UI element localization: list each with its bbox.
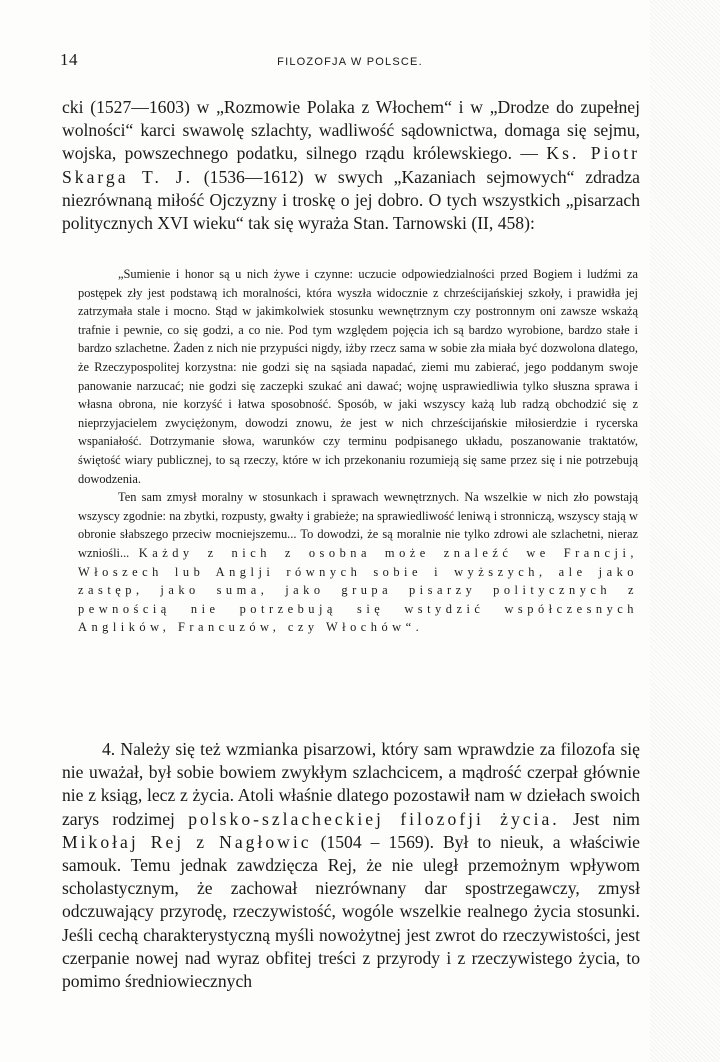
- quote-emphasized-text: Każdy z nich z osobna może znaleźć we Francji, Włoszech lub Anglji równych sobie i wyższych, ale jako zastęp, jako suma, jako grupa pisarzy politycznych z pewnością nie potrzebują się wstydzić współczesnych Anglików, Francuzów, czy Włochów“.: [78, 545, 638, 635]
- quote-text-part: Ten sam zmysł moralny w stosunkach i sprawach wewnętrznych. Na wszelkie w nich zło powstają wszyscy zgodnie: na zbytki, rozpusty, gwałty i grabieże; na sprawiedliwość leniwą i stronniczą, wszyscy stają w obronie słabszego przeciw mocniejszemu... To dowodzi, że są moralnie nie tylko zdrowi ale szlachetni, nieraz wzniośli...: [78, 490, 638, 560]
- paragraph-text-part: cki (1527—1603) w „Rozmowie Polaka z Włochem“ i w „Drodze do zupełnej wolności“ karci swawolę szlachty, wadliwość sądownictwa, domaga się sejmu, wojska, powszechnego podatku, silnego rządu królewskiego. —: [62, 97, 640, 164]
- paragraph-text: [62, 96, 640, 235]
- section-4-paragraph: [62, 738, 640, 993]
- quote-paragraph-2: [78, 488, 638, 637]
- block-quote-tarnowski: [78, 265, 638, 637]
- paragraph-text: [62, 738, 640, 993]
- emphasized-name-skarga: Ks. Piotr Skarga T. J.: [62, 143, 640, 187]
- paragraph-text-part: 4. Należy się też wzmianka pisarzowi, który sam wprawdzie za filozofa się nie uważał, był sobie bowiem zwykłym szlachcicem, a mądrość czerpał głównie nie z ksiąg, lecz z życia. Atoli właśnie dlatego pozostawił nam w dziełach swoich zarys rodzimej: [62, 739, 640, 829]
- page-edge-shading: [650, 0, 720, 1062]
- paragraph-continuation: [62, 96, 640, 235]
- quote-paragraph-1: „Sumienie i honor są u nich żywe i czynne: uczucie odpowiedzialności przed Bogiem i ludźmi za postępek zły jest podstawą ich moralności, która wyszła widocznie z chrześcijańskiej szkoły, i prawidła jej zatrzymała stale i mocno. Stąd w jakimkolwiek stosunku wewnętrznym czy postronnym oni zawsze wskażą trafnie i pewnie, co się godzi, a co nie. Pod tym względem pojęcia ich są bardzo wyrobione, bardzo stałe i bardzo szlachetne. Żaden z nich nie przypuści nigdy, iżby rzecz sama w sobie zła miała być dozwolona dlatego, że Rzeczypospolitej korzystna: nie godzi się na sąsiada napadać, ziemi mu zabierać, jego poddanym swoje panowanie narzucać; nie godzi się zaczepki szukać ani dawać; wojnę usprawiedliwia tylko słuszna sprawa i własna obrona, nie korzyść i łatwa sposobność. Sposób, w jaki wszyscy każą lub radzą obchodzić się z nieprzyjacielem zwyciężonym, dowodzi znowu, że jest w nich chrześcijańskie miłosierdzie i rycerska wspaniałość. Dotrzymanie słowa, warunków czy terminu podpisanego układu, poszanowanie traktatów, świętość wiary publicznej, to są rzeczy, które w ich przekonaniu rozumieją się same przez się i nie potrzebują dowodzenia.: [78, 267, 638, 486]
- running-title: FILOZOFJA W POLSCE.: [277, 56, 423, 68]
- page-header: [60, 50, 640, 78]
- page-number: 14: [60, 50, 78, 69]
- paragraph-text-part: (1536—1612) w swych „Kazaniach sejmowych“ zdradza niezrównaną miłość Ojczyzny i troskę o jej dobro. O tych wszystkich „pisarzach politycznych XVI wieku“ tak się wyraża Stan. Tarnowski (II, 458):: [62, 166, 640, 234]
- paragraph-text-part: Jest nim: [559, 808, 640, 829]
- emphasized-term-philosophy: polsko-szlacheckiej filozofji życia.: [188, 808, 560, 829]
- emphasized-name-rej: Mikołaj Rej z Nagłowic: [62, 831, 312, 852]
- paragraph-text-part: (1504 – 1569). Był to nieuk, a właściwie samouk. Temu jednak zawdzięcza Rej, że nie uległ przemożnym wpływom scholastycznym, że zachował niezrównany dar spostrzegawczy, zmysł odczuwający przyrodę, rzeczywistość, wogóle wszelkie realnego życia stosunki. Jeśli cechą charakterystyczną myśli nowożytnej jest zwrot do rzeczywistości, jest czerpanie nowej nad wyraz obfitej treści z przyrody i z rzeczywistego życia, to pomimo średniowiecznych: [62, 831, 640, 992]
